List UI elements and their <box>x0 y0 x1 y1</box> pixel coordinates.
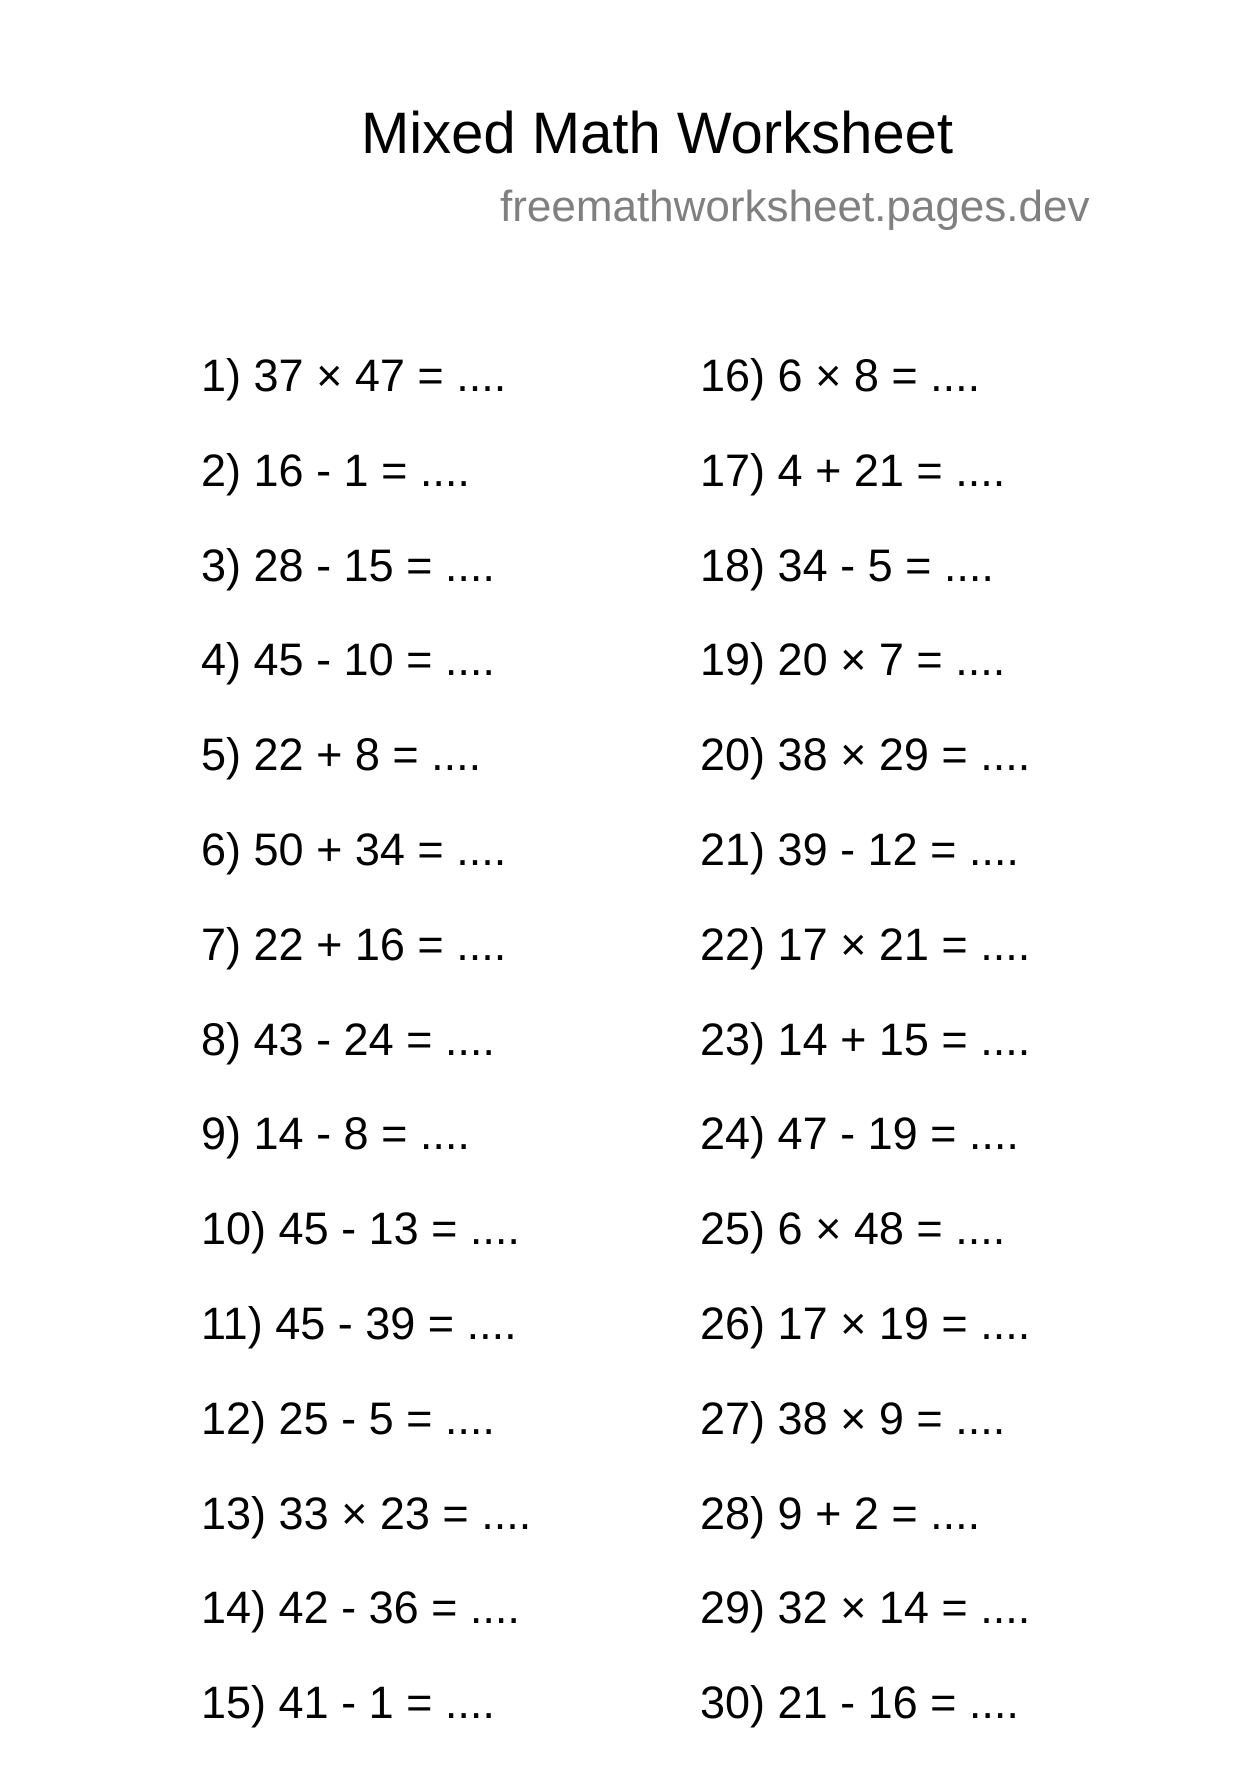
problem-item: 21) 39 - 12 = .... <box>700 823 1019 875</box>
problem-item: 25) 6 × 48 = .... <box>700 1203 1006 1255</box>
problem-item: 8) 43 - 24 = .... <box>201 1013 495 1065</box>
problem-item: 15) 41 - 1 = .... <box>201 1677 495 1729</box>
problem-item: 19) 20 × 7 = .... <box>700 634 1006 686</box>
problem-item: 27) 38 × 9 = .... <box>700 1392 1006 1444</box>
problem-item: 12) 25 - 5 = .... <box>201 1392 495 1444</box>
problem-item: 24) 47 - 19 = .... <box>700 1108 1019 1160</box>
problem-item: 22) 17 × 21 = .... <box>700 918 1031 970</box>
problem-item: 29) 32 × 14 = .... <box>700 1582 1031 1634</box>
problem-item: 2) 16 - 1 = .... <box>201 444 470 496</box>
problems-column-right <box>700 346 1030 1768</box>
problem-item: 1) 37 × 47 = .... <box>201 350 507 401</box>
problem-item: 3) 28 - 15 = .... <box>201 539 495 591</box>
problem-item: 10) 45 - 13 = .... <box>201 1203 520 1255</box>
website-url: freemathworksheet.pages.dev <box>500 182 1090 231</box>
problem-item: 18) 34 - 5 = .... <box>700 539 994 591</box>
problem-item: 23) 14 + 15 = .... <box>700 1013 1031 1065</box>
problem-item: 30) 21 - 16 = .... <box>700 1677 1019 1729</box>
problem-item: 5) 22 + 8 = .... <box>201 729 482 781</box>
problem-item: 16) 6 × 8 = .... <box>700 350 981 401</box>
problem-item: 14) 42 - 36 = .... <box>201 1582 520 1634</box>
problem-item: 20) 38 × 29 = .... <box>700 729 1031 781</box>
problem-item: 9) 14 - 8 = .... <box>201 1108 470 1160</box>
problem-item: 4) 45 - 10 = .... <box>201 634 495 686</box>
problem-item: 7) 22 + 16 = .... <box>201 918 507 970</box>
problem-item: 28) 9 + 2 = .... <box>700 1487 981 1539</box>
problem-item: 26) 17 × 19 = .... <box>700 1297 1031 1349</box>
problem-item: 6) 50 + 34 = .... <box>201 823 507 875</box>
problems-column-left <box>201 346 531 1768</box>
problem-item: 17) 4 + 21 = .... <box>700 444 1006 496</box>
problem-item: 13) 33 × 23 = .... <box>201 1487 532 1539</box>
worksheet-title: Mixed Math Worksheet <box>360 101 954 166</box>
problem-item: 11) 45 - 39 = .... <box>201 1297 517 1349</box>
